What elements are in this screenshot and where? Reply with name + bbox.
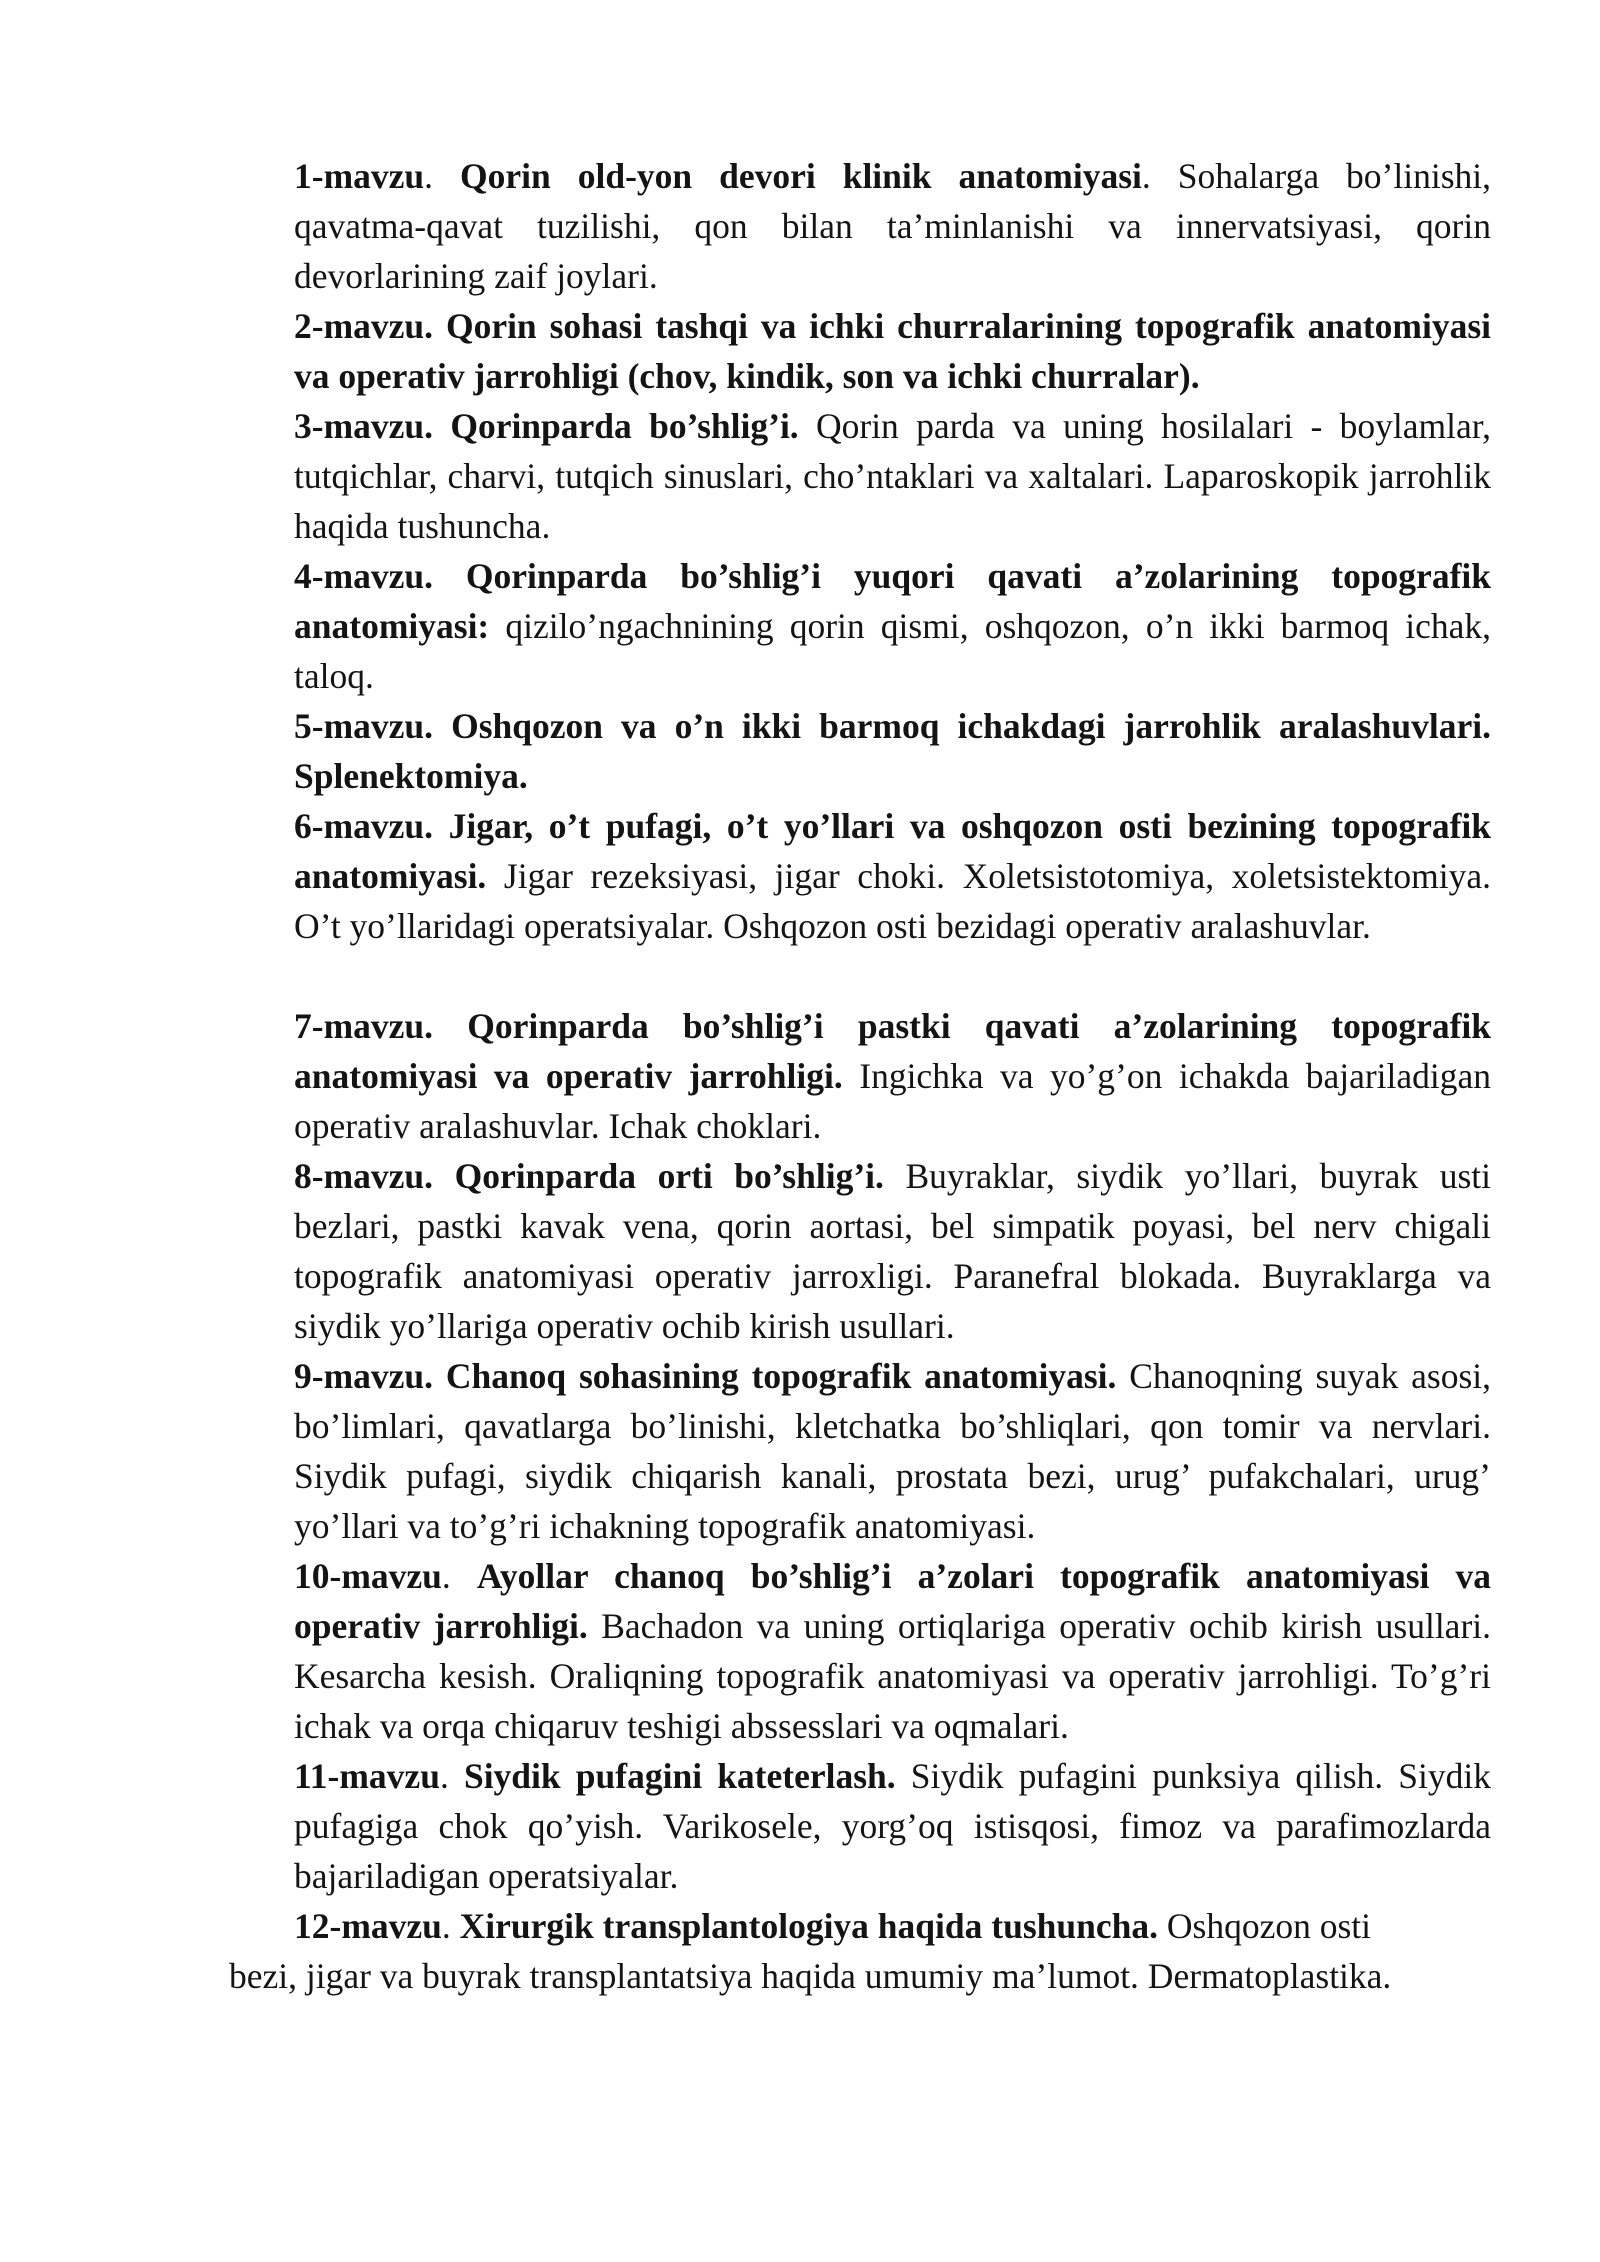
topic-body: Sohalarga bo’linishi, qavatma-qavat tuzilishi, qon bilan ta’minlanishi va innervatsiyasi, qorin devorlarining zaif joylari. xyxy=(294,156,1492,296)
topic-title: Ayollar chanoq bo’shlig’i a’zolari topografik anatomiyasi va operativ jarrohligi. xyxy=(294,1556,1491,1646)
topic-number: 6-mavzu. xyxy=(294,806,434,846)
separator xyxy=(433,556,466,596)
topic-body: Bachadon va uning ortiqlariga operativ ochib kirish usullari. Kesarcha kesish. Oraliqning topografik anatomiyasi va operativ jarrohligi. To’g’ri ichak va orqa chiqaruv teshigi abssesslari va oqmalari. xyxy=(294,1606,1491,1746)
topic-6 xyxy=(294,801,1491,951)
topic-number: 5-mavzu. xyxy=(294,706,434,746)
separator xyxy=(486,856,504,896)
topic-title: Qorin sohasi tashqi va ichki churralarining topografik anatomiyasi va operativ jarrohligi (chov, kindik, son va ichki churralar). xyxy=(294,306,1492,396)
separator: . xyxy=(439,1756,464,1796)
separator: . xyxy=(441,1906,460,1946)
separator xyxy=(896,1756,911,1796)
topic-body: bezi, jigar va buyrak transplantatsiya haqida umumiy ma’lumot. Dermatoplastika. xyxy=(229,1956,1392,1996)
topic-number: 1-mavzu xyxy=(294,156,425,196)
topic-title: Qorinparda bo’shlig’i. xyxy=(450,406,799,446)
topic-body: Buyraklar, siydik yo’llari, buyrak usti bezlari, pastki kavak vena, qorin aortasi, bel simpatik poyasi, bel nerv chigali topografik anatomiyasi operativ jarroxligi. Paranefral blokada. Buyraklarga va siydik yo’llariga operativ ochib kirish usullari. xyxy=(294,1156,1492,1346)
topic-title: Qorinparda orti bo’shlig’i. xyxy=(454,1156,884,1196)
topic-body: Siydik pufagini punksiya qilish. Siydik pufagiga chok qo’yish. Varikosele, yorg’oq istisqosi, fimoz va parafimozlarda bajariladigan operatsiyalar. xyxy=(294,1756,1492,1896)
topic-body: Ingichka va yo’g’on ichakda bajariladigan operativ aralashuvlar. Ichak choklari. xyxy=(294,1056,1491,1146)
topic-number: 3-mavzu. xyxy=(294,406,434,446)
topic-12 xyxy=(294,1901,1494,1951)
topic-title: Qorinparda bo’shlig’i pastki qavati a’zolarining topografik anatomiyasi va operativ jarrohligi. xyxy=(294,1006,1491,1096)
topic-title: Siydik pufagini kateterlash. xyxy=(463,1756,896,1796)
topic-number: 9-mavzu. xyxy=(294,1356,434,1396)
separator xyxy=(799,406,816,446)
separator xyxy=(588,1606,601,1646)
topic-title: Qorin old-yon devori klinik anatomiyasi xyxy=(460,156,1142,196)
topic-1 xyxy=(294,151,1491,301)
topic-title: Qorinparda bo’shlig’i yuqori qavati a’zolarining topografik anatomiyasi: xyxy=(294,556,1491,646)
separator xyxy=(1116,1356,1129,1396)
topic-title: Oshqozon va o’n ikki barmoq ichakdagi jarrohlik aralashuvlari. Splenektomiya. xyxy=(294,706,1491,796)
separator xyxy=(433,1356,446,1396)
topic-number: 12-mavzu xyxy=(294,1906,442,1946)
topic-title: Jigar, o’t pufagi, o’t yo’llari va oshqozon osti bezining topografik anatomiyasi. xyxy=(294,806,1492,896)
topic-title: Chanoq sohasining topografik anatomiyasi. xyxy=(445,1356,1117,1396)
topic-5 xyxy=(294,701,1491,801)
topic-body: Jigar rezeksiyasi, jigar choki. Xoletsistotomiya, xoletsistektomiya. O’t yo’llaridagi operatsiyalar. Oshqozon osti bezidagi operativ aralashuvlar. xyxy=(294,856,1491,946)
separator xyxy=(433,406,450,446)
separator: . xyxy=(441,1556,477,1596)
topic-number: 7-mavzu. xyxy=(294,1006,434,1046)
topic-11 xyxy=(294,1751,1491,1901)
topic-number: 4-mavzu. xyxy=(294,556,434,596)
topic-body: Qorin parda va uning hosilalari - boylamlar, tutqichlar, charvi, tutqich sinuslari, cho’ntaklari va xaltalari. Laparoskopik jarrohlik haqida tushuncha. xyxy=(294,406,1492,546)
separator xyxy=(843,1056,860,1096)
separator xyxy=(884,1156,906,1196)
topic-title: Xirurgik transplantologiya haqida tushuncha. xyxy=(459,1906,1159,1946)
separator xyxy=(433,1006,467,1046)
topic-body: Chanoqning suyak asosi, bo’limlari, qavatlarga bo’linishi, kletchatka bo’shliqlari, qon tomir va nervlari. Siydik pufagi, siydik chiqarish kanali, prostata bezi, urug’ pufakchalari, urug’ yo’llari va to’g’ri ichakning topografik anatomiyasi. xyxy=(294,1356,1492,1546)
separator xyxy=(433,306,446,346)
topic-7 xyxy=(294,1001,1491,1151)
topic-8 xyxy=(294,1151,1491,1351)
separator xyxy=(433,806,449,846)
topic-number: 8-mavzu. xyxy=(294,1156,434,1196)
topic-number: 2-mavzu. xyxy=(294,306,434,346)
separator xyxy=(433,1156,455,1196)
topic-number: 11-mavzu xyxy=(294,1756,440,1796)
topic-10 xyxy=(294,1551,1491,1751)
topic-9 xyxy=(294,1351,1491,1551)
topic-12-continuation xyxy=(229,1951,1529,2001)
topic-2 xyxy=(294,301,1491,401)
separator xyxy=(489,606,505,646)
topic-body: qizilo’ngachnining qorin qismi, oshqozon, o’n ikki barmoq ichak, taloq. xyxy=(294,606,1492,696)
separator xyxy=(433,706,451,746)
topic-4 xyxy=(294,551,1491,701)
topic-3 xyxy=(294,401,1491,551)
topic-body: Oshqozon osti xyxy=(1158,1906,1372,1946)
separator: . xyxy=(424,156,461,196)
separator: . xyxy=(1141,156,1178,196)
topic-number: 10-mavzu xyxy=(294,1556,442,1596)
